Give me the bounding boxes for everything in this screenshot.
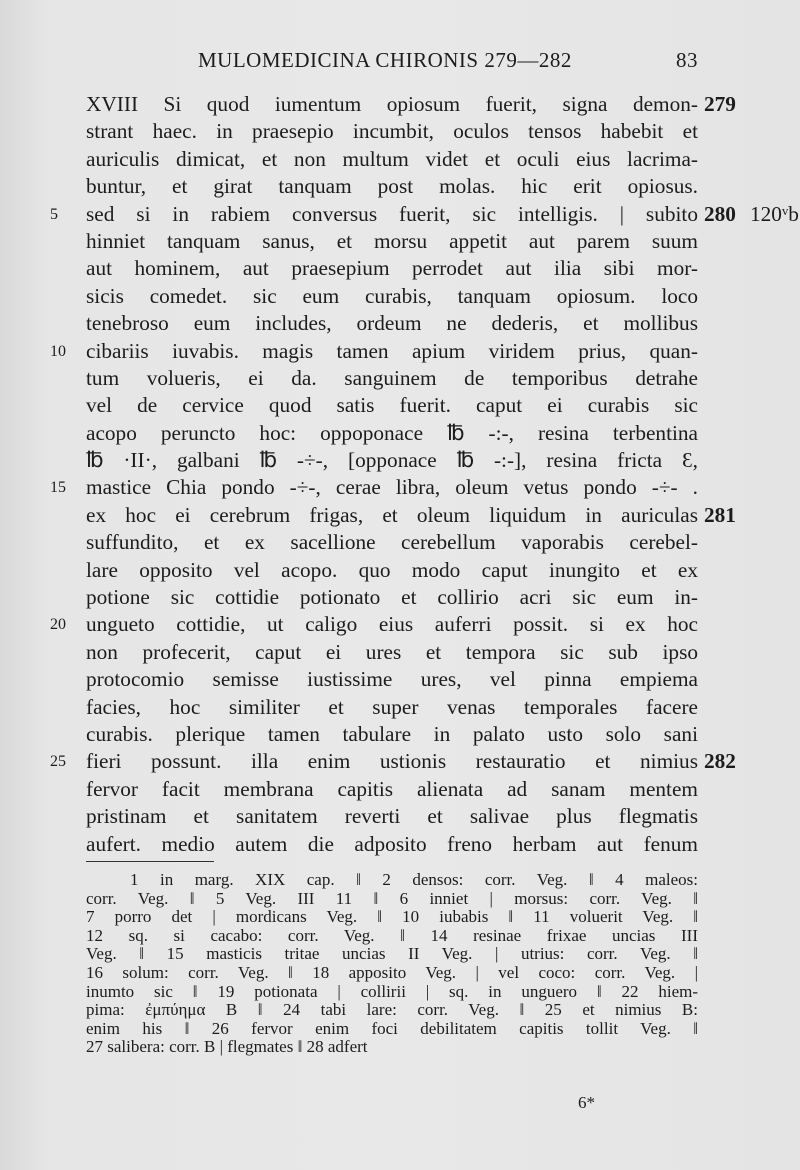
note-line [0,927,800,946]
text-line [0,118,800,145]
text-line [0,529,800,556]
line-text: tenebroso eum includes, ordeum ne dederis, et mollibus [86,311,698,336]
section-number: 282 [704,749,736,774]
line-text: vel de cervice quod satis fuerit. caput ei curabis sic [86,393,698,418]
running-title: MULOMEDICINA CHIRONIS 279—282 [198,48,572,72]
text-line [0,310,800,337]
line-text: strant haec. in praesepio incumbit, oculos tensos habebit et [86,119,698,144]
text-line [0,146,800,173]
text-line [0,776,800,803]
note-line [0,1038,800,1057]
apparatus-criticus [0,871,800,1057]
line-text: aut hominem, aut praesepium perrodet aut ilia sibi mor- [86,256,698,281]
line-text: aufert. medio autem die adposito freno herbam aut fenum [86,831,698,856]
note-text: corr. Veg. ‖ 5 Veg. III 11 ‖ 6 inniet | morsus: corr. Veg. ‖ [86,888,698,908]
text-line [0,338,800,365]
text-line [0,639,800,666]
text-line [0,721,800,748]
text-line [0,283,800,310]
page-header [86,48,698,82]
line-text: curabis. plerique tamen tabulare in palato usto solo sani [86,721,698,746]
text-line [0,694,800,721]
line-text: ex hoc ei cerebrum frigas, et oleum liquidum in auriculas [86,502,698,527]
line-text: fieri possunt. illa enim ustionis restauratio et nimius [86,749,698,774]
line-text: lare opposito vel acopo. quo modo caput inungito et ex [86,557,698,582]
line-text: ungueto cottidie, ut caligo eius auferri possit. si ex hoc [86,612,698,637]
line-text: pristinam et sanitatem reverti et salivae plus flegmatis [86,804,698,829]
note-text: 1 in marg. XIX cap. ‖ 2 densos: corr. Veg. ‖ 4 maleos: [130,870,698,889]
text-line [0,803,800,830]
text-line [0,173,800,200]
line-text: sed si in rabiem conversus fuerit, sic intelligis. | subito [86,201,698,226]
section-number: 280 [704,201,736,226]
section-number: 279 [704,92,736,116]
note-line [0,908,800,927]
signature-mark: 6* [578,1093,595,1112]
line-number: 5 [50,205,58,223]
text-line [0,474,800,501]
line-text: auriculis dimicat, et non multum videt et oculi eius lacrima- [86,146,698,171]
line-text: hinniet tanquam sanus, et morsu appetit aut parem suum [86,228,698,253]
line-text: buntur, et girat tanquam post molas. hic erit opiosus. [86,174,698,199]
note-text: 12 sq. si cacabo: corr. Veg. ‖ 14 resinae frixae uncias III [86,925,698,945]
line-text: protocomio semisse iustissime ures, vel pinna empiema [86,667,698,692]
page-number: 83 [676,48,698,72]
line-text: ℔ ·II·, galbani ℔ -÷-, [opponace ℔ -:-], resina fricta Ɛ, [86,448,698,473]
line-text: fervor facit membrana capitis alienata ad sanam mentem [86,776,698,801]
text-line [0,392,800,419]
line-text: cibariis iuvabis. magis tamen apium viridem prius, quan- [86,338,698,363]
note-text: enim his ‖ 26 fervor enim foci debilitatem capitis tollit Veg. ‖ [86,1018,698,1038]
text-line [0,666,800,693]
note-text: pima: ἐμπύημα B ‖ 24 tabi lare: corr. Veg. ‖ 25 et nimius B: [86,1000,698,1020]
folio-reference: 120ᵛb [750,201,799,226]
text-line [0,557,800,584]
note-text: inumto sic ‖ 19 potionata | collirii | sq. in unguero ‖ 22 hiem- [86,981,698,1001]
text-line [0,584,800,611]
text-line [0,255,800,282]
line-text: XVIII Si quod iumentum opiosum fuerit, signa demon- [86,92,698,116]
note-line [0,890,800,909]
line-text: mastice Chia pondo -÷-, cerae libra, oleum vetus pondo -÷- . [86,475,698,500]
line-text: suffundito, et ex sacellione cerebellum vaporabis cerebel- [86,530,698,555]
section-number: 281 [704,502,736,527]
text-line [0,420,800,447]
note-line [0,945,800,964]
line-text: sicis comedet. sic eum curabis, tanquam opiosum. loco [86,283,698,308]
text-line [0,831,800,858]
line-number: 10 [50,342,66,360]
footnote-rule [86,861,214,862]
text-line [0,502,800,529]
line-text: potione sic cottidie potionato et collirio acri sic eum in- [86,585,698,610]
main-text [0,91,800,858]
note-line [0,983,800,1002]
text-line [0,611,800,638]
note-line [0,1001,800,1020]
note-text: Veg. ‖ 15 masticis tritae uncias II Veg. | utrius: corr. Veg. ‖ [86,944,698,964]
line-text: tum volueris, ei da. sanguinem de temporibus detrahe [86,365,698,390]
line-text: non profecerit, caput ei ures et tempora sic sub ipso [86,639,698,664]
line-number: 15 [50,479,66,497]
note-line [0,871,800,890]
note-text: 7 porro det | mordicans Veg. ‖ 10 iubabis ‖ 11 voluerit Veg. ‖ [86,907,698,927]
text-line [0,748,800,775]
note-text: 27 salibera: corr. B | flegmates ‖ 28 adfert [86,1037,368,1057]
text-line [0,201,800,228]
text-line [0,228,800,255]
line-text: facies, hoc similiter et super venas temporales facere [86,694,698,719]
note-line [0,1020,800,1039]
line-number: 25 [50,753,66,771]
note-line [0,964,800,983]
text-line [0,365,800,392]
text-line [0,91,800,118]
note-text: 16 solum: corr. Veg. ‖ 18 apposito Veg. | vel coco: corr. Veg. | [86,962,698,982]
text-line [0,447,800,474]
line-text: acopo peruncto hoc: oppoponace ℔ -:-, resina terbentina [86,420,698,445]
line-number: 20 [50,616,66,634]
